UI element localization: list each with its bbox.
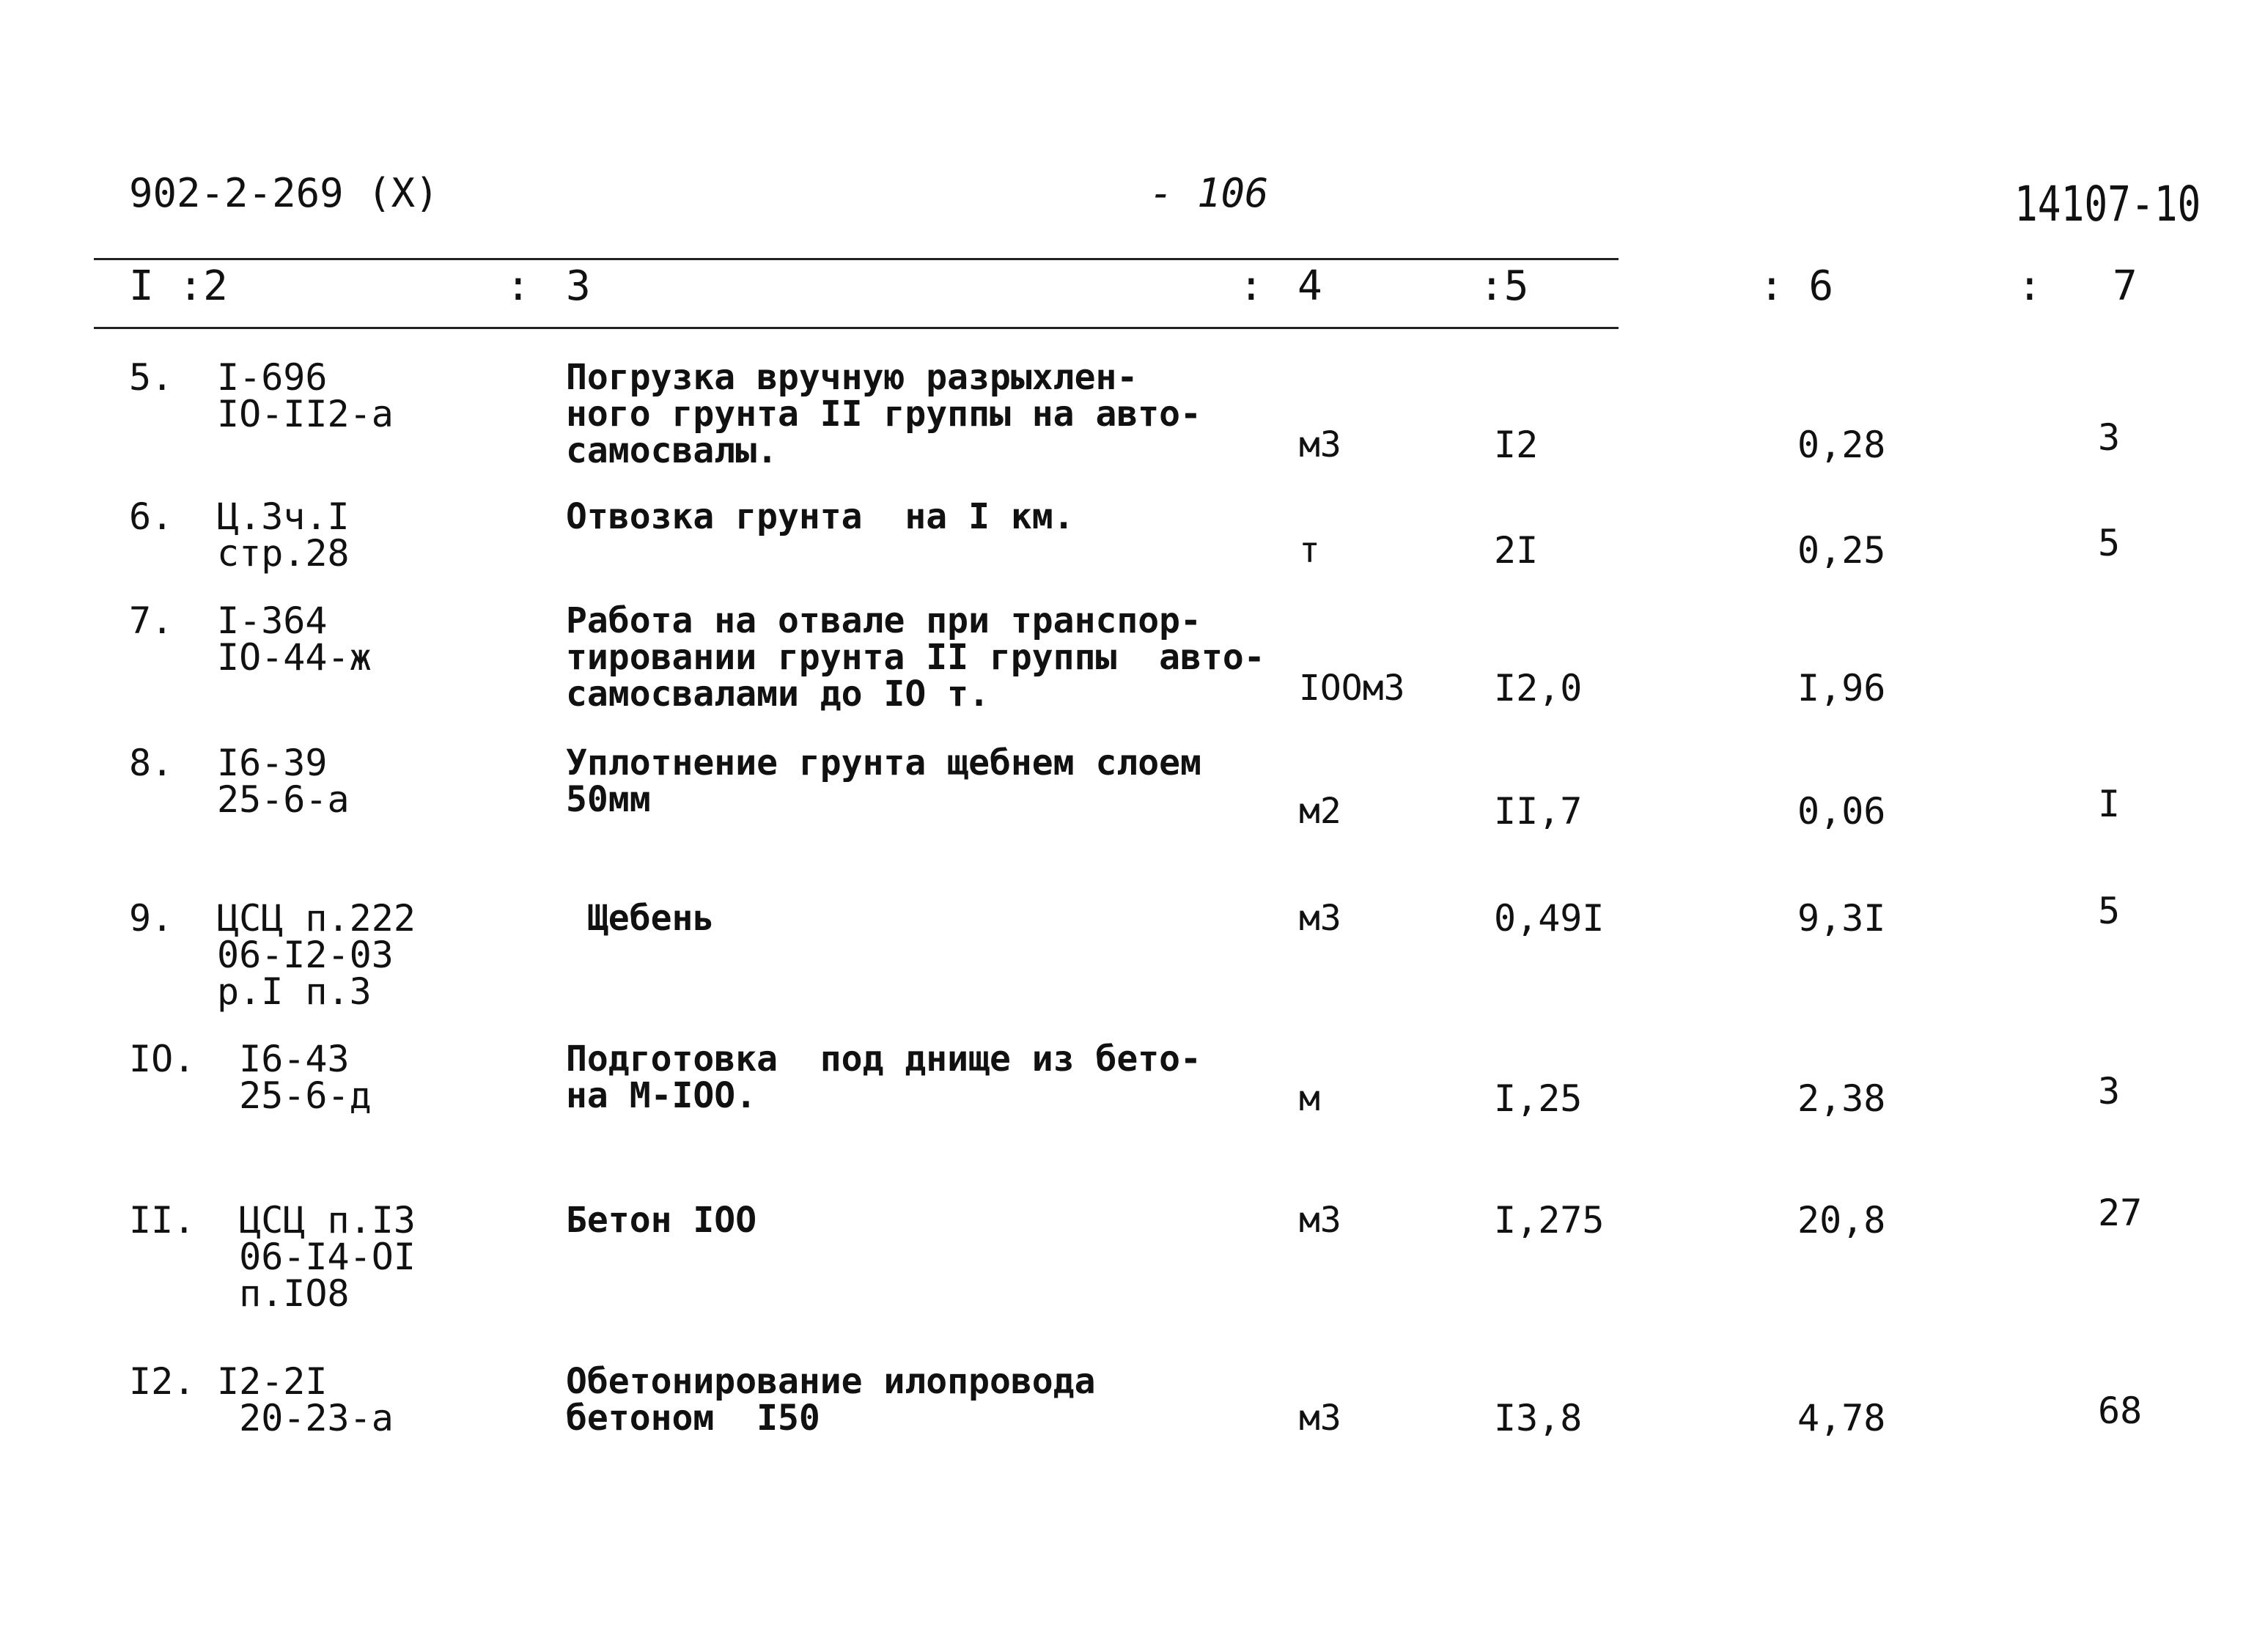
column-header-3: 3 (566, 262, 591, 310)
norm-reference: I-364 (217, 599, 328, 642)
work-description: 50мм (566, 779, 651, 820)
column-separator: : (506, 262, 531, 310)
row-number: 8. (129, 742, 174, 784)
column-header-7: 7 (2113, 262, 2138, 310)
norm-reference: I6-39 (217, 742, 328, 784)
unit-price: 0,25 (1797, 529, 1886, 572)
total-cost: 5 (2098, 890, 2121, 932)
quantity: I2 (1494, 424, 1539, 466)
column-header-1-2: I :2 (129, 262, 228, 310)
norm-reference: I6-43 (217, 1038, 350, 1080)
work-description: на М-IOO. (566, 1075, 757, 1116)
doc-code: 902-2-269 (X) (129, 170, 439, 216)
norm-reference: 06-I4-OI (217, 1236, 416, 1278)
norm-reference: IO-II2-a (217, 393, 394, 435)
norm-reference: ЦСЦ п.I3 (217, 1199, 416, 1242)
norm-reference: 06-I2-03 (217, 934, 394, 976)
table-top-rule (94, 258, 1619, 260)
total-cost: I (2098, 783, 2121, 825)
norm-reference: I-696 (217, 356, 328, 399)
column-separator: : (2017, 262, 2042, 310)
unit: м3 (1299, 898, 1341, 939)
unit: IOOм3 (1299, 668, 1405, 709)
work-description: ного грунта II группы на авто- (566, 394, 1201, 435)
total-cost: 5 (2098, 522, 2121, 564)
quantity: II,7 (1494, 790, 1583, 833)
unit: м2 (1299, 791, 1341, 832)
quantity: I,275 (1494, 1199, 1605, 1242)
unit-price: I,96 (1797, 667, 1886, 709)
work-description: Уплотнение грунта щебнем слоем (566, 742, 1201, 783)
table-header-rule (94, 327, 1619, 329)
work-description: Отвозка грунта на I км. (566, 496, 1075, 537)
norm-reference: IO-44-ж (217, 636, 372, 679)
norm-reference: ЦСЦ п.222 (217, 897, 416, 940)
unit: м3 (1299, 1200, 1341, 1241)
column-header-4: 4 (1297, 262, 1322, 310)
archive-stamp: 14107-10 (2014, 176, 2201, 232)
unit: м3 (1299, 424, 1341, 465)
norm-reference: 25-6-a (217, 778, 350, 821)
unit-price: 9,3I (1797, 897, 1886, 940)
work-description: самосвалами до IO т. (566, 674, 990, 715)
quantity: 2I (1494, 529, 1539, 572)
total-cost: 27 (2098, 1192, 2143, 1234)
row-number: 7. (129, 599, 174, 642)
work-description: тировании грунта II группы авто- (566, 637, 1265, 678)
work-description: Обетонирование илопровода (566, 1361, 1096, 1402)
column-separator: : (1239, 262, 1264, 310)
row-number: IO. (129, 1038, 196, 1080)
norm-reference: 20-23-a (217, 1397, 394, 1439)
work-description: Погрузка вручную разрыхлен- (566, 357, 1138, 398)
row-number: 5. (129, 356, 174, 399)
total-cost: 68 (2098, 1390, 2143, 1432)
work-description: самосвалы. (566, 430, 778, 471)
norm-reference: Ц.3ч.I (217, 495, 350, 538)
total-cost: 3 (2098, 416, 2121, 459)
work-description: Подготовка под днище из бето- (566, 1038, 1201, 1080)
row-number: I2. (129, 1360, 196, 1403)
unit: м3 (1299, 1398, 1341, 1439)
norm-reference: 25-6-д (217, 1074, 372, 1117)
norm-reference: стр.28 (217, 532, 350, 575)
work-description: бетоном I50 (566, 1398, 820, 1439)
norm-reference: п.IO8 (217, 1272, 350, 1315)
quantity: I3,8 (1494, 1397, 1583, 1439)
unit-price: 20,8 (1797, 1199, 1886, 1242)
unit: м (1299, 1078, 1320, 1119)
work-description: Работа на отвале при транспор- (566, 600, 1201, 641)
quantity: 0,49I (1494, 897, 1605, 940)
page-number: - 106 (1149, 170, 1269, 216)
norm-reference: р.I п.3 (217, 970, 372, 1013)
quantity: I,25 (1494, 1077, 1583, 1120)
column-header-6: : 6 (1759, 262, 1834, 310)
column-header-5: :5 (1479, 262, 1529, 310)
row-number: 6. (129, 495, 174, 538)
unit: т (1299, 530, 1320, 571)
quantity: I2,0 (1494, 667, 1583, 709)
row-number: 9. (129, 897, 174, 940)
total-cost: 3 (2098, 1070, 2121, 1113)
row-number: II. (129, 1199, 196, 1242)
unit-price: 2,38 (1797, 1077, 1886, 1120)
work-description: Бетон IOO (566, 1200, 757, 1241)
unit-price: 0,28 (1797, 424, 1886, 466)
work-description: Щебень (566, 898, 715, 939)
unit-price: 0,06 (1797, 790, 1886, 833)
norm-reference: I2-2I (217, 1360, 328, 1403)
unit-price: 4,78 (1797, 1397, 1886, 1439)
